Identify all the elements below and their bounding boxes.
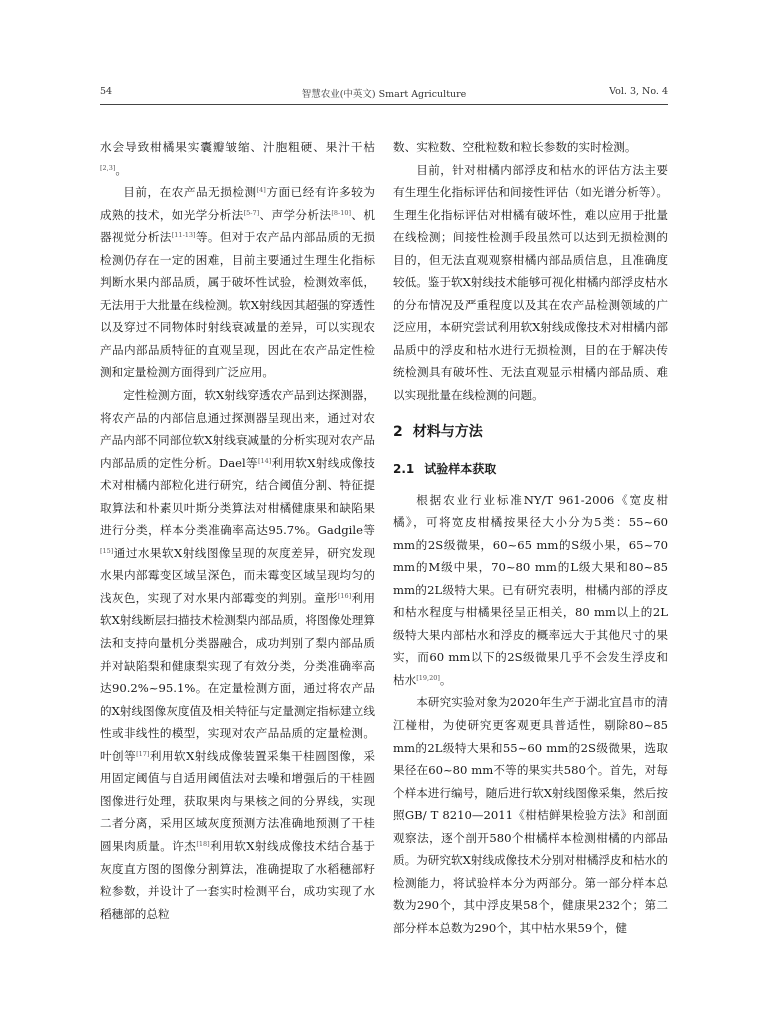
- body-text: 根据农业行业标准NY/T 961-2006《宽皮柑橘》，可将宽皮柑橘按果径大小分为5类：55~60 mm的2S级微果，60~65 mm的S级小果，65~70 mm的M级中果，70~80 mm的L级大果和80~85 mm的2L级特大果。已有研究表明，柑橘内部的浮皮和枯水程度与柑橘果径呈正相关，80 mm以上的2L级特大果内部枯水和浮皮的概率远大于其他尺寸的果实，而60 mm以下的2S级微果几乎不会发生浮皮和枯水: [393, 492, 668, 687]
- right-column: [393, 136, 668, 940]
- paragraph-nondestructive-testing: [100, 181, 375, 384]
- paragraph-qualitative-detection: [100, 384, 375, 925]
- paragraph-samples: 本研究实验对象为2020年生产于湖北宜昌市的清江椪柑，为使研究更客观更具普适性，剔除80~85 mm的2L级特大果和55~60 mm的2S级微果，选取果径在60~80 mm不等的果实共580个。首先，对每个样本进行编号，随后进行软X射线图像采集，然后按照GB/ T 8210—2011《柑桔鲜果检验方法》和剖面观察法，逐个剖开580个柑橘样本检测柑橘的内部品质。为研究软X射线成像技术分别对柑橘浮皮和枯水的检测能力，将试验样本分为两部分。第一部分样本总数为290个，其中浮皮果58个，健康果232个；第二部分样本总数为290个，其中枯水果59个，健: [393, 695, 668, 935]
- journal-title: 智慧农业(中英文) Smart Agriculture: [301, 89, 467, 100]
- body-text: 方面已经有许多较为成熟的技术，如光学分析法: [100, 185, 375, 222]
- paragraph-continued: [100, 136, 375, 181]
- section-title: 材料与方法: [412, 423, 483, 440]
- paragraph-research-goal: 目前，针对柑橘内部浮皮和枯水的评估方法主要有生理生化指标评估和间接性评估（如光谱分析等）。生理生化指标评估对柑橘有破坏性，难以应用于批量在线检测；间接性检测手段虽然可以达到无损检测的目的，但无法直观观察柑橘内部品质信息，且准确度较低。鉴于软X射线技术能够可视化柑橘内部浮皮枯水的分布情况及严重程度以及其在农产品检测领域的广泛应用，本研究尝试利用软X射线成像技术对柑橘内部品质中的浮皮和枯水进行无损检测，目的在于解决传统检测具有破坏性、无法直观显示柑橘内部品质、难以实现批量在线检测的问题。: [393, 162, 668, 403]
- left-column: [100, 136, 375, 925]
- body-text: 水会导致柑橘果实囊瓣皱缩、汁胞粗硬、果汁干枯: [100, 140, 375, 154]
- citation-ref: [4]: [256, 186, 266, 195]
- body-text: 利用软X射线断层扫描技术检测梨内部品质，将图像处理算法和支持向量机分类器融合，成功判别了梨内部品质并对缺陷梨和健康梨实现了有效分类，分类准确率高达90.2%~95.1%。在定量检测方面，通过将农产品的X射线图像灰度值及相关特征与定量测定指标建立线性或非线性的模型，实现对农产品品质的定量检测。叶创等: [100, 590, 375, 763]
- header-rule: [100, 104, 668, 105]
- body-text: 。: [115, 162, 128, 177]
- body-text: 通过水果软X射线图像呈现的灰度差异，研究发现水果内部霉变区域呈深色，而未霉变区域呈现均匀的浅灰色，实现了对水果内部霉变的判别。童彤: [100, 545, 375, 605]
- paragraph-continued: 数、实粒数、空秕粒数和粒长参数的实时检测。: [393, 140, 637, 154]
- citation-ref: [18]: [196, 839, 210, 848]
- body-text: 。: [439, 672, 452, 687]
- body-text: 目前，在农产品无损检测: [123, 185, 257, 200]
- volume-issue: Vol. 3, No. 4: [609, 86, 668, 97]
- body-text: 等。但对于农产品内部品质的无损检测仍存在一定的困难，目前主要通过生理生化指标判断水果内部品质，属于破坏性试验，检测效率低，无法用于大批量在线检测。软X射线因其超强的穿透性以及穿过不同物体时射线衰减量的差异，可以实现农产品内部品质特征的直观呈现，因此在农产品定性检测和定量检测方面得到广泛应用。: [100, 230, 375, 380]
- body-text: 利用软X射线成像技术结合基于灰度直方图的图像分割算法，准确提取了水稻穗部籽粒参数，并设计了一套实时检测平台，成功实现了水稻穗部的总粒: [100, 838, 375, 921]
- section-number: 2: [393, 423, 403, 440]
- paragraph-grading-standard: [393, 489, 668, 692]
- section-heading: [393, 410, 668, 454]
- body-text: 、声学分析法: [259, 207, 332, 222]
- citation-ref: [17]: [136, 749, 150, 758]
- citation-ref: [11-13]: [171, 231, 196, 240]
- running-header: [100, 86, 668, 102]
- citation-ref: [2,3]: [100, 163, 116, 172]
- citation-ref: [15]: [100, 546, 114, 555]
- subsection-title: 试验样本获取: [424, 461, 497, 476]
- citation-ref: [16]: [337, 591, 352, 600]
- citation-ref: [8-10]: [331, 208, 352, 217]
- page-number: 54: [100, 86, 113, 97]
- subsection-heading: [393, 454, 668, 484]
- body-text: 利用软X射线成像装置采集干桂圆图像，采用固定阈值与自适用阈值法对去噪和增强后的干桂圆图像进行处理，获取果肉与果核之间的分界线，实现二者分离，采用区域灰度预测方法准确地预测了干桂圆果肉质量。许杰: [100, 748, 375, 853]
- body-text: 利用软X射线成像技术对柑橘内部粒化进行研究，结合阈值分割、特征提取算法和朴素贝叶斯分类算法对柑橘健康果和缺陷果进行分类，样本分类准确率高达95.7%。Gadgile等: [100, 455, 375, 538]
- body-text: 定性检测方面，软X射线穿透农产品到达探测器，将农产品的内部信息通过探测器呈现出来，通过对农产品内部不同部位软X射线衰减量的分析实现对农产品内部品质的定性分析。Dael等: [100, 388, 375, 470]
- citation-ref: [14]: [257, 456, 272, 465]
- citation-ref: [19,20]: [416, 673, 440, 682]
- subsection-number: 2.1: [393, 461, 415, 476]
- citation-ref: [5-7]: [243, 208, 260, 217]
- body-text: 、机器视觉分析法: [100, 207, 375, 245]
